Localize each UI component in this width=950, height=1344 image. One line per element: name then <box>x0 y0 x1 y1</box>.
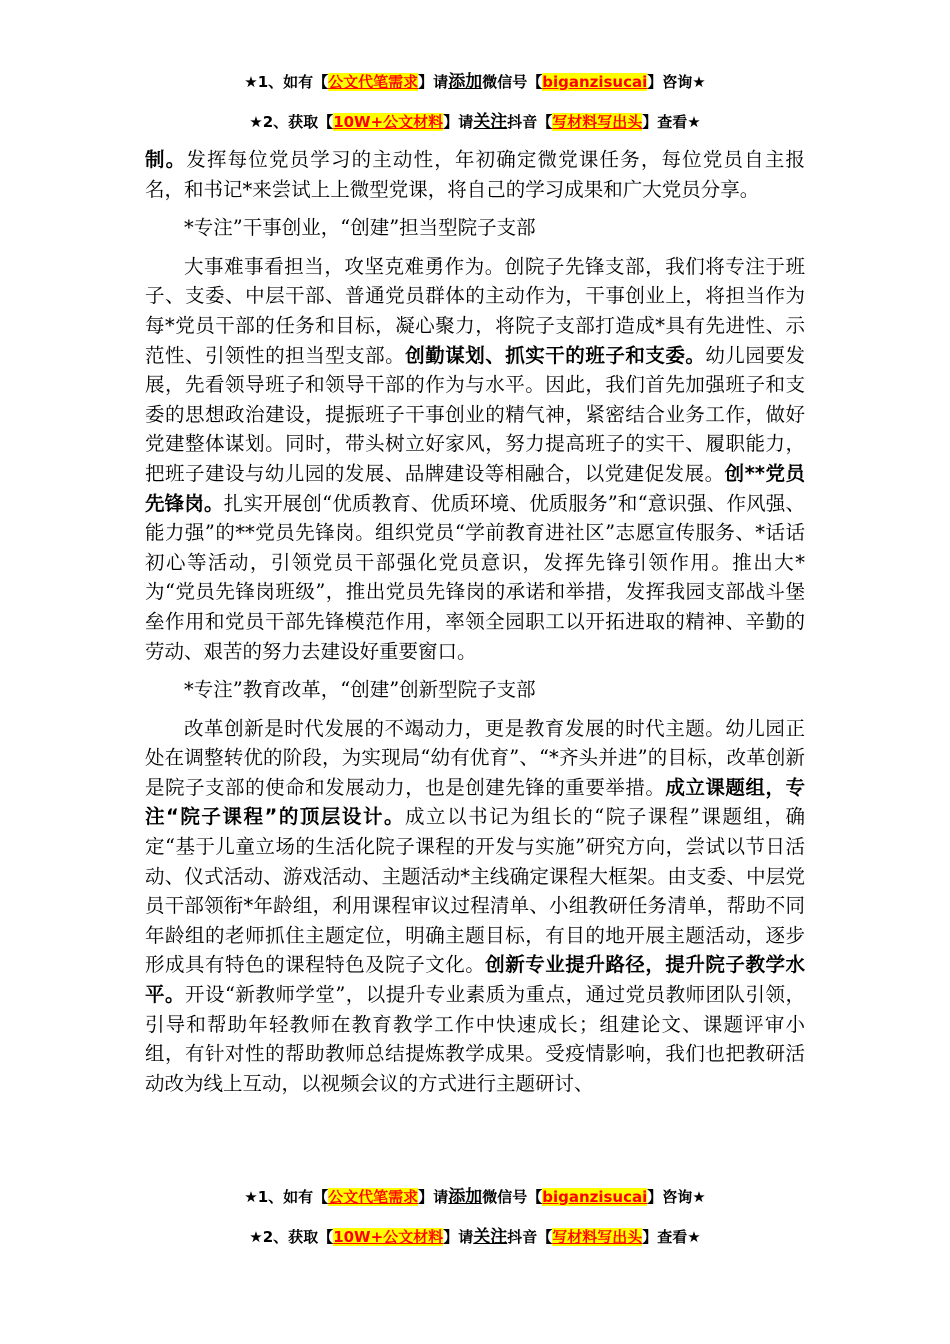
banner-highlight: 写材料写出头 <box>552 113 643 131</box>
banner-highlight: 10W+公文材料 <box>333 113 444 131</box>
bold-lead: 成立课题组，专注“院子课程”的顶层设计。 <box>145 775 805 829</box>
banner-text: 】请 <box>443 113 474 131</box>
banner-highlight: biganzisucai <box>542 1188 648 1206</box>
banner-text: ★2、获取【 <box>249 1228 334 1246</box>
paragraph-text: 开设“新教师学堂”，以提升专业素质为重点，通过党员教师团队引领，引导和帮助年轻教师在教育教学工作中快速成长；组建论文、课题评审小组，有针对性的帮助教师总结提炼教学成果。受疫情影响，我们也把教研活动改为线上互动，以视频会议的方式进行主题研讨、 <box>145 983 805 1095</box>
banner-text: 微信号【 <box>482 1188 543 1206</box>
paragraph-text: 成立以书记为组长的“院子课程”课题组，确定“基于儿童立场的生活化院子课程的开发与实施”研究方向，尝试以节日活动、仪式活动、游戏活动、主题活动*主线确定课程大框架。由支委、中层党员干部领衔*年龄组，利用课程审议过程清单、小组教研任务清单，帮助不同年龄组的老师抓住主题定位，明确主题目标，有目的地开展主题活动，逐步形成具有特色的课程特色及院子文化。 <box>145 805 805 977</box>
bold-lead: 创**党员先锋岗。 <box>145 461 805 515</box>
banner-text: 抖音【 <box>507 1228 553 1246</box>
paragraph-text: 扎实开展创“优质教育、优质环境、优质服务”和“意识强、作风强、能力强”的**党员先锋岗。组织党员“学前教育进社区”志愿宣传服务、*话话初心等活动，引领党员干部强化党员意识，发挥先锋引领作用。推出大*为“党员先锋岗班级”，推出党员先锋岗的承诺和举措，发挥我园支部战斗堡垒作用和党员干部先锋模范作用，率领全园职工以开拓进取的精神、辛勤的劳动、艰苦的努力去建设好重要窗口。 <box>145 491 805 663</box>
banner-text: ★1、如有【 <box>244 73 329 91</box>
banner-text: 】请 <box>418 73 449 91</box>
banner-text: ★2、获取【 <box>249 113 334 131</box>
footer-banner-line-1 <box>0 1186 950 1208</box>
paragraph-2 <box>145 252 805 666</box>
banner-text: 】咨询★ <box>647 73 706 91</box>
banner-text: 微信号【 <box>482 73 543 91</box>
banner-text: 】请 <box>418 1188 449 1206</box>
banner-underline: 关注 <box>473 1227 508 1247</box>
banner-highlight: 写材料写出头 <box>552 1228 643 1246</box>
paragraph-text: 幼儿园要发展，先看领导班子和领导干部的作为与水平。因此，我们首先加强班子和支委的思想政治建设，提振班子干事创业的精气神，紧密结合业务工作，做好党建整体谋划。同时，带头树立好家风，努力提高班子的实干、履职能力，把班子建设与幼儿园的发展、品牌建设等相融合，以党建促发展。 <box>145 343 805 485</box>
banner-text: 】查看★ <box>642 113 701 131</box>
banner-underline: 添加 <box>448 72 483 92</box>
document-body <box>145 145 805 1098</box>
banner-text: ★1、如有【 <box>244 1188 329 1206</box>
paragraph-text: 改革创新是时代发展的不竭动力，更是教育发展的时代主题。幼儿园正处在调整转优的阶段，为实现局“幼有优育”、“*齐头并进”的目标，改革创新是院子支部的使命和发展动力，也是创建先锋的重要举措。 <box>145 716 805 799</box>
banner-underline: 添加 <box>448 1187 483 1207</box>
banner-underline: 关注 <box>473 112 508 132</box>
paragraph-1 <box>145 145 805 204</box>
paragraph-text: 大事难事看担当，攻坚克难勇作为。创院子先锋支部，我们将专注于班子、支委、中层干部、普通党员群体的主动作为，干事创业上，将担当作为每*党员干部的任务和目标，凝心聚力，将院子支部打造成*具有先进性、示范性、引领性的担当型支部。 <box>145 254 805 367</box>
banner-text: 抖音【 <box>507 113 553 131</box>
section-heading-1: *专注”干事创业，“创建”担当型院子支部 <box>184 216 536 240</box>
banner-highlight: 公文代笔需求 <box>328 1188 419 1206</box>
header-banner-line-1 <box>0 71 950 93</box>
bold-lead: 制。 <box>145 148 187 171</box>
banner-text: 】咨询★ <box>647 1188 706 1206</box>
banner-highlight: 公文代笔需求 <box>328 73 419 91</box>
banner-highlight: 10W+公文材料 <box>333 1228 444 1246</box>
paragraph-text: 发挥每位党员学习的主动性，年初确定微党课任务，每位党员自主报名，和书记*来尝试上上微型党课，将自己的学习成果和广大党员分享。 <box>145 148 805 201</box>
bold-lead: 创勤谋划、抓实干的班子和支委。 <box>405 343 706 367</box>
paragraph-3 <box>145 714 805 1099</box>
footer-banner-line-2 <box>0 1226 950 1248</box>
bold-lead: 创新专业提升路径，提升院子教学水平。 <box>145 953 805 1007</box>
header-banner-line-2 <box>0 111 950 133</box>
banner-text: 】查看★ <box>642 1228 701 1246</box>
banner-highlight: biganzisucai <box>542 73 648 91</box>
section-heading-2: *专注”教育改革，“创建”创新型院子支部 <box>184 678 536 702</box>
banner-text: 】请 <box>443 1228 474 1246</box>
